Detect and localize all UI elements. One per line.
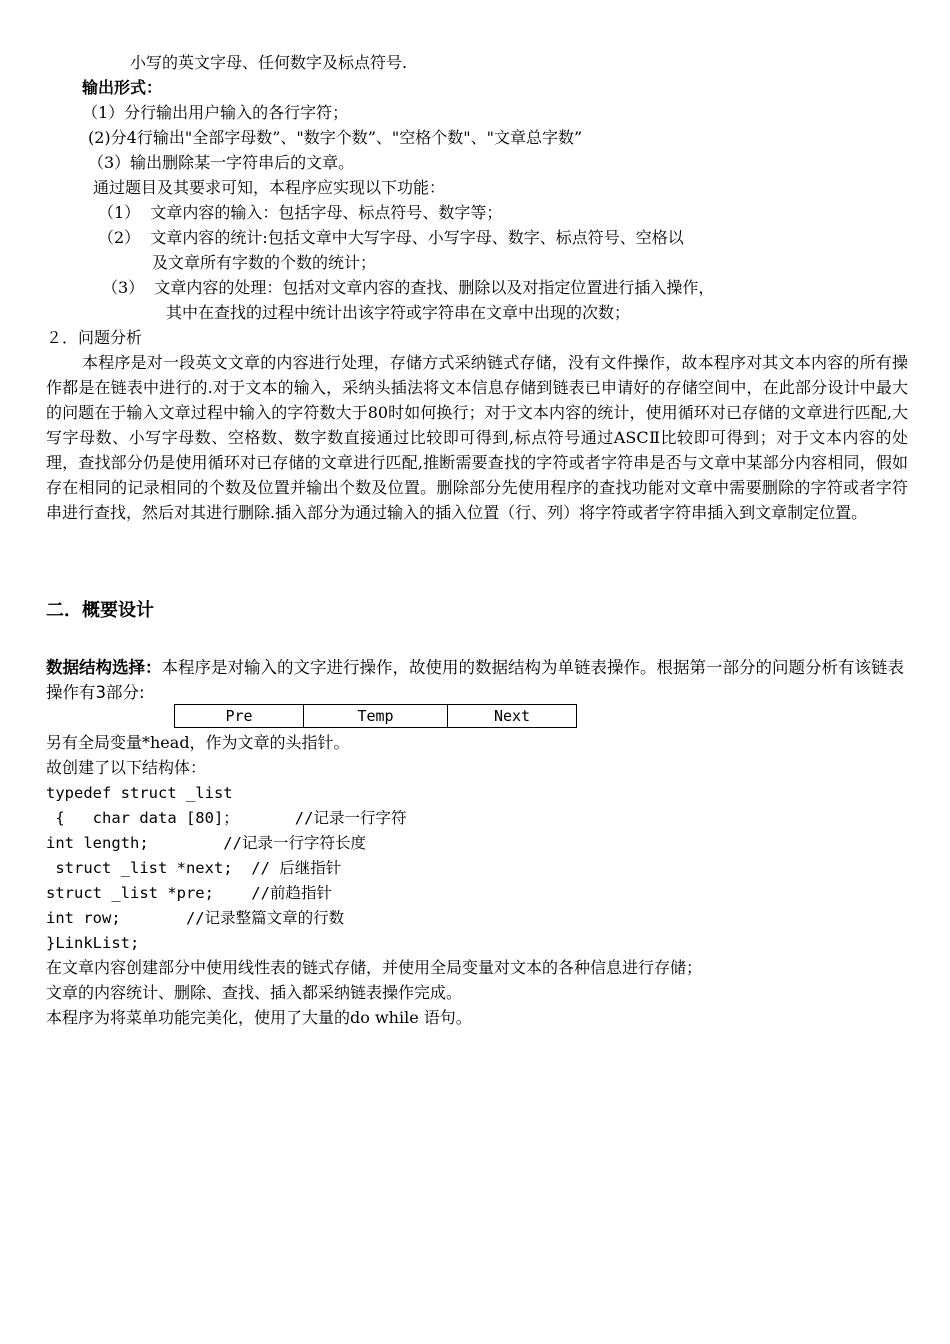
intro-line-8: （2） 文章内容的统计:包括文章中大写字母、小写字母、数字、标点符号、空格以 (98, 228, 684, 247)
overview-heading: 二．概要设计 (46, 600, 154, 621)
code-line: int length; //记录一行字符长度 (46, 834, 366, 852)
closing-line-3: 本程序为将菜单功能完美化，使用了大量的do while 语句。 (46, 1008, 472, 1027)
intro-line-1: 小写的英文字母、任何数字及标点符号. (130, 53, 408, 72)
code-line: int row; //记录整篇文章的行数 (46, 909, 345, 927)
struct-field-next: Next (448, 705, 577, 728)
code-line: { char data [80]； //记录一行字符 (46, 809, 407, 827)
code-line: struct _list *pre; //前趋指针 (46, 884, 332, 902)
struct-field-temp: Temp (304, 705, 448, 728)
closing-line-2: 文章的内容统计、删除、查找、插入都采纳链表操作完成。 (46, 983, 463, 1002)
code-line: }LinkList; (46, 934, 140, 952)
code-line: typedef struct _list (46, 784, 233, 802)
struct-intro-note: 故创建了以下结构体： (46, 758, 207, 777)
intro-line-3: （1）分行输出用户输入的各行字符； (82, 103, 349, 122)
intro-line-10: （3） 文章内容的处理：包括对文章内容的查找、删除以及对指定位置进行插入操作， (102, 278, 715, 297)
intro-line-4: (2)分4行输出"全部字母数”、"数字个数”、"空格个数"、"文章总字数” (88, 128, 583, 147)
closing-line-1: 在文章内容创建部分中使用线性表的链式存储，并使用全局变量对文本的各种信息进行存储； (46, 958, 703, 977)
intro-line-5: （3）输出删除某一字符串后的文章。 (88, 153, 355, 172)
code-line: struct _list *next; // 后继指针 (46, 859, 342, 877)
output-format-label: 输出形式： (82, 78, 163, 97)
intro-line-11: 其中在查找的过程中统计出该字符或字符串在文章中出现的次数； (166, 303, 631, 322)
data-structure-paragraph (46, 655, 916, 705)
struct-field-pre: Pre (175, 705, 304, 728)
section-heading-problem-analysis: ２．问题分析 (46, 328, 143, 347)
intro-line-6: 通过题目及其要求可知，本程序应实现以下功能： (93, 178, 446, 197)
data-structure-text: 本程序是对输入的文字进行操作，故使用的数据结构为单链表操作。根据第一部分的问题分析有该链表操作有3部分: (46, 658, 904, 702)
intro-line-9: 及文章所有字数的个数的统计； (152, 253, 377, 272)
data-structure-label: 数据结构选择： (46, 658, 162, 677)
analysis-paragraph: 本程序是对一段英文文章的内容进行处理，存储方式采纳链式存储，没有文件操作，故本程序对其文本内容的所有操作都是在链表中进行的.对于文本的输入，采纳头插法将文本信息存储到链表已申请好的存储空间中，在此部分设计中最大的问题在于输入文章过程中输入的字符数大于80时如何换行；对于文本内容的统计，使用循环对已存储的文章进行匹配,大写字母数、小写字母数、空格数、数字数直接通过比较即可得到,标点符号通过ASCⅡ比较即可得到；对于文本内容的处理，查找部分仍是使用循环对已存储的文章进行匹配,推断需要查找的字符或者字符串是否与文章中某部分内容相同，假如存在相同的记录相同的个数及位置并输出个数及位置。删除部分先使用程序的查找功能对文章中需要删除的字符或者字符串进行查找，然后对其进行删除.插入部分为通过输入的插入位置（行、列）将字符或者字符串插入到文章制定位置。 (46, 353, 908, 522)
intro-line-7: （1） 文章内容的输入：包括字母、标点符号、数字等； (98, 203, 503, 222)
struct-fields-table (174, 704, 577, 728)
global-head-note: 另有全局变量*head，作为文章的头指针。 (46, 733, 350, 752)
